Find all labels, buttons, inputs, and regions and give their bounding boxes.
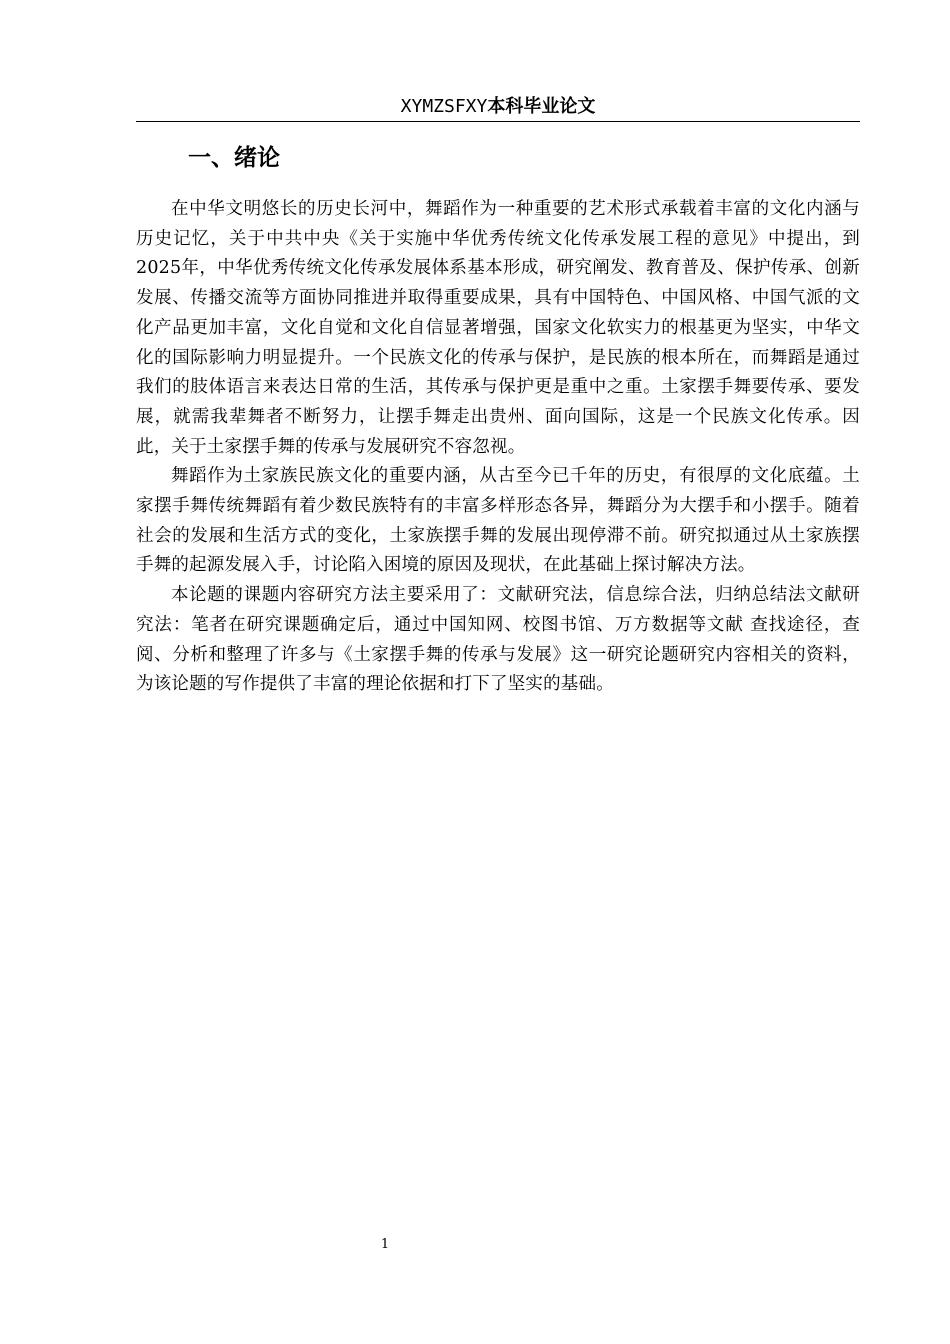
header-thesis-label: 本科毕业论文 — [487, 96, 596, 117]
body-text — [136, 195, 860, 700]
paragraph-3: 本论题的课题内容研究方法主要采用了：文献研究法，信息综合法，归纳总结法文献研究法：笔者在研究课题确定后，通过中国知网、校图书馆、万方数据等文献 查找途径，查阅、分析和整理了许多与《土家摆手舞的传承与发展》这一研究论题研究内容相关的资料，为该论题的写作提供了丰富的理论依据和打下了坚实的基础。 — [136, 585, 860, 695]
paragraph-2: 舞蹈作为土家族民族文化的重要内涵，从古至今已千年的历史，有很厚的文化底蕴。土家摆手舞传统舞蹈有着少数民族特有的丰富多样形态各异，舞蹈分为大摆手和小摆手。随着社会的发展和生活方式的变化，土家族摆手舞的发展出现停滞不前。研究拟通过从土家族摆手舞的起源发展入手，讨论陷入困境的原因及现状，在此基础上探讨解决方法。 — [136, 466, 860, 576]
section-heading: 一、绪论 — [188, 145, 280, 171]
page-number: 1 — [380, 1237, 390, 1252]
paragraph-1: 在中华文明悠长的历史长河中，舞蹈作为一种重要的艺术形式承载着丰富的文化内涵与历史记忆，关于中共中央《关于实施中华优秀传统文化传承发展工程的意见》中提出，到2025年，中华优秀传统文化传承发展体系基本形成，研究阐发、教育普及、保护传承、创新发展、传播交流等方面协同推进并取得重要成果，具有中国特色、中国风格、中国气派的文化产品更加丰富，文化自觉和文化自信显著增强，国家文化软实力的根基更为坚实，中华文化的国际影响力明显提升。一个民族文化的传承与保护，是民族的根本所在，而舞蹈是通过我们的肢体语言来表达日常的生活，其传承与保护更是重中之重。土家摆手舞要传承、要发展，就需我辈舞者不断努力，让摆手舞走出贵州、面向国际，这是一个民族文化传承。因此，关于土家摆手舞的传承与发展研究不容忽视。 — [136, 199, 860, 457]
header-school-code: XYMZSFXY — [400, 96, 488, 117]
page-header — [136, 95, 860, 122]
